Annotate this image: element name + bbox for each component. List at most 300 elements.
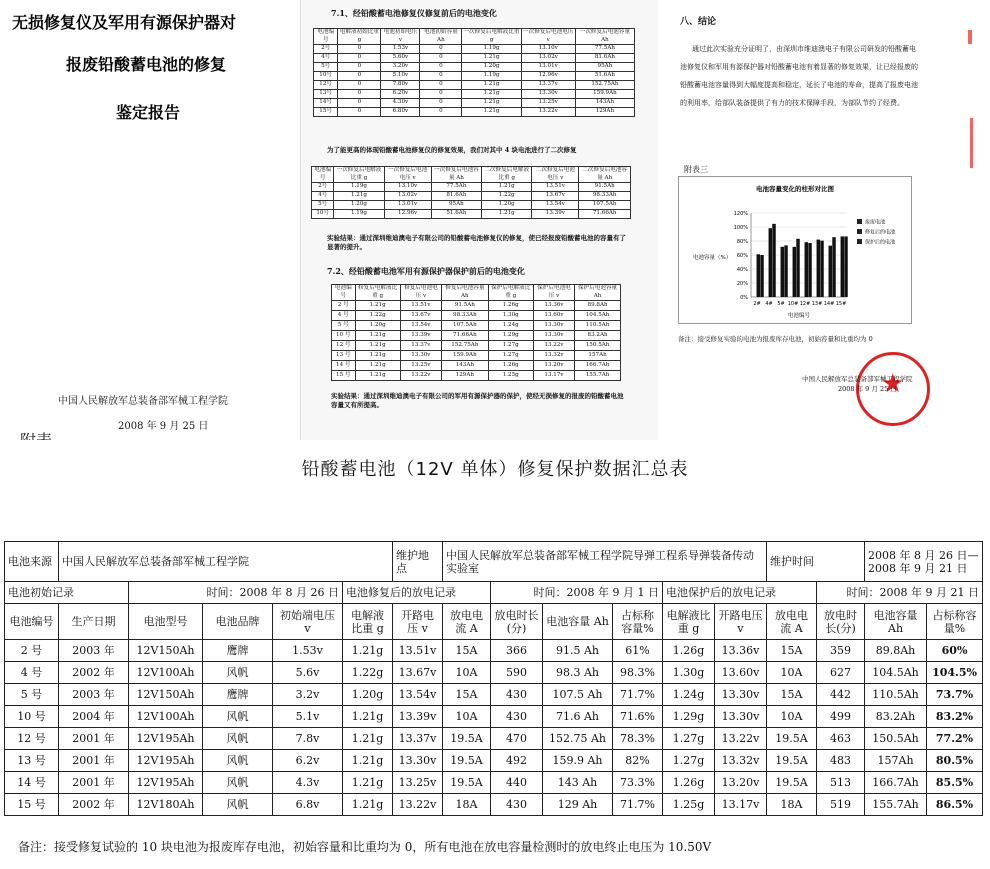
table-cell: 0 xyxy=(420,81,462,90)
table-cell: 1.20g xyxy=(334,201,384,210)
protect-conclusion: 实验结果：通过深圳维迪澳电子有限公司的军用有源保护器的保护，使经无损修复的报废的铅酸蓄电池容量又有所提高。 xyxy=(331,392,624,409)
y-tick-label: 100% xyxy=(733,225,748,231)
table-cell: 1.19g xyxy=(462,45,521,54)
legend-swatch xyxy=(857,219,862,224)
summary-cell: 104.5% xyxy=(927,662,983,684)
table-cell: 13.51v xyxy=(532,183,579,192)
table-row xyxy=(312,183,631,192)
x-tick-label: 13# xyxy=(811,301,823,307)
source-label: 电池来源 xyxy=(5,542,59,582)
table-header-row xyxy=(332,285,621,301)
legend-label: 保护后的电池 xyxy=(865,239,896,246)
summary-cell: 6.8v xyxy=(273,794,343,816)
capacity-chart-svg xyxy=(679,177,911,323)
section-7-2-title: 7.2、经铅酸蓄电池军用有源保护器保护前后的电池变化 xyxy=(327,266,525,276)
table-cell: 13.22v xyxy=(400,371,441,381)
summary-cell: 19.5A xyxy=(443,728,491,750)
table-cell: 13.30v xyxy=(400,351,441,361)
summary-cell: 12V100Ah xyxy=(129,706,203,728)
table-row xyxy=(332,341,621,351)
table-cell: 13号 xyxy=(314,90,338,99)
table-header-cell: 一次修复后电解液比重 g xyxy=(463,29,520,43)
summary-cell: 2001 年 xyxy=(59,750,129,772)
table-cell: 13.54v xyxy=(400,321,441,331)
table-cell: 13.17v xyxy=(533,371,574,381)
summary-cell: 10A xyxy=(443,662,491,684)
summary-cell: 98.3 Ah xyxy=(543,662,613,684)
summary-cell: 13.22v xyxy=(393,794,443,816)
table-cell: 7.80v xyxy=(381,81,420,90)
y-tick-label: 120% xyxy=(733,211,748,217)
table-header-cell: 一次修复后电池容量 Ah xyxy=(431,167,481,183)
table-cell: 6.20v xyxy=(381,90,420,99)
table-row xyxy=(312,201,631,210)
summary-cell: 157Ah xyxy=(865,750,927,772)
conclusion-paragraph: 通过此次实验充分证明了，由深圳市维迪澳电子有限公司研发的铅酸蓄电池修复仪和军用有源保护器对铅酸蓄电池有着显著的修复效果，让已经报废的铅酸蓄电池容量得到大幅度提高和稳定，延长了电池的寿命，提高了报废电池的利用率，给部队装备提供了有力的技术保障手段，为部队节约了经费。 xyxy=(680,45,918,107)
table-header-cell: 二次修复后电池容量 Ah xyxy=(579,167,631,183)
summary-cell: 98.3% xyxy=(613,662,663,684)
x-tick-label: 2# xyxy=(753,301,761,307)
table-cell: 1.53v xyxy=(381,45,420,54)
table-cell: 1.27g xyxy=(488,341,533,351)
summary-cell: 风帆 xyxy=(203,662,273,684)
summary-row xyxy=(5,750,983,772)
cover-title-line3: 鉴定报告 xyxy=(116,103,181,122)
cover-date: 2008 年 9 月 25 日 xyxy=(118,421,209,432)
summary-row xyxy=(5,728,983,750)
summary-cell: 4.3v xyxy=(273,772,343,794)
table-cell: 1.19g xyxy=(462,72,521,81)
summary-header-cell: 放电时长(分) xyxy=(817,604,865,640)
summary-cell: 13.30v xyxy=(393,750,443,772)
table-cell: 166.7Ah xyxy=(575,361,621,371)
summary-cell: 1.26g xyxy=(663,640,715,662)
table-cell: 15号 xyxy=(314,108,338,117)
table-header-cell: 电解液初始比重 g xyxy=(339,29,379,43)
summary-cell: 73.7% xyxy=(927,684,983,706)
table-cell: 110.5Ah xyxy=(575,321,621,331)
summary-cell: 18A xyxy=(767,794,817,816)
x-tick-label: 14# xyxy=(823,301,835,307)
x-axis-label: 电池编号 xyxy=(787,313,811,319)
summary-cell: 15A xyxy=(443,640,491,662)
summary-note: 备注：接受修复试验的 10 块电池为报废库存电池，初始容量和比重均为 0，所有电池在放电容量检测时的放电终止电压为 10.50V xyxy=(18,840,712,854)
table-cell: 1.26g xyxy=(488,301,533,311)
bar-保护后的电池 xyxy=(832,237,835,297)
summary-cell: 10A xyxy=(443,706,491,728)
summary-header-cell: 开路电压 v xyxy=(715,604,767,640)
table-cell: 5.10v xyxy=(381,72,420,81)
table-cell: 107.5Ah xyxy=(442,321,489,331)
table-cell: 13.39v xyxy=(532,210,579,219)
table-cell: 1.21g xyxy=(462,99,521,108)
summary-cell: 1.22g xyxy=(343,662,393,684)
legend-swatch xyxy=(857,229,862,234)
right-date: 2008 年 9 月 25 日 xyxy=(838,385,897,393)
summary-cell: 77.2% xyxy=(927,728,983,750)
summary-cell: 13.30v xyxy=(715,706,767,728)
bar-保护后的电池 xyxy=(772,224,775,297)
summary-cell: 71.7% xyxy=(613,684,663,706)
summary-cell: 483 xyxy=(817,750,865,772)
red-mark xyxy=(968,30,972,44)
table-cell: 1.26g xyxy=(488,361,533,371)
table-cell: 13.10v xyxy=(384,183,431,192)
summary-header-row xyxy=(5,604,983,640)
table-cell: 0 xyxy=(420,63,462,72)
conclusion-page xyxy=(658,0,990,440)
summary-cell: 12V195Ah xyxy=(129,728,203,750)
summary-cell: 463 xyxy=(817,728,865,750)
summary-row xyxy=(5,640,983,662)
table-cell: 0 xyxy=(338,90,381,99)
table-cell: 1.21g xyxy=(355,351,400,361)
table-cell: 81.6Ah xyxy=(431,192,481,201)
bar-修复后的电池 xyxy=(769,228,772,297)
table-header-cell: 二次修复后电池电压 v xyxy=(532,167,579,183)
x-tick-label: 10# xyxy=(787,301,799,307)
table-row xyxy=(312,192,631,201)
table-cell: 1.22g xyxy=(355,311,400,321)
summary-cell: 1.21g xyxy=(343,706,393,728)
table-cell: 91.5Ah xyxy=(442,301,489,311)
summary-cell: 13.17v xyxy=(715,794,767,816)
summary-cell: 2 号 xyxy=(5,640,59,662)
bar-保护后的电池 xyxy=(844,236,847,297)
bar-保护后的电池 xyxy=(784,245,787,297)
summary-cell: 1.30g xyxy=(663,662,715,684)
x-tick-label: 15# xyxy=(835,301,847,307)
bar-修复后的电池 xyxy=(805,242,808,297)
summary-row xyxy=(5,772,983,794)
table-cell: 13.25v xyxy=(400,361,441,371)
table-cell: 0 xyxy=(338,63,381,72)
summary-row xyxy=(5,706,983,728)
summary-cell: 143 Ah xyxy=(543,772,613,794)
table-row xyxy=(332,301,621,311)
summary-cell: 78.3% xyxy=(613,728,663,750)
table-cell: 143Ah xyxy=(575,99,634,108)
table-cell: 1.21g xyxy=(462,90,521,99)
table-cell: 98.33Ah xyxy=(579,192,631,201)
summary-header-cell: 电池型号 xyxy=(129,604,203,640)
table-cell: 150.5Ah xyxy=(575,341,621,351)
table-cell: 13.51v xyxy=(400,301,441,311)
table-cell: 83.2Ah xyxy=(575,331,621,341)
summary-cell: 13.32v xyxy=(715,750,767,772)
summary-header-cell: 放电时长(分) xyxy=(491,604,543,640)
table-row xyxy=(332,361,621,371)
table-cell: 152.75Ah xyxy=(575,81,634,90)
table-cell: 13.30v xyxy=(521,90,575,99)
table-header-cell: 一次修复后电池电压 v xyxy=(523,29,574,43)
second-repair-table xyxy=(311,166,631,219)
x-tick-label: 12# xyxy=(799,301,811,307)
table-cell: 107.5Ah xyxy=(579,201,631,210)
summary-cell: 86.5% xyxy=(927,794,983,816)
table-cell: 1.20g xyxy=(355,321,400,331)
initial-record-label: 电池初始记录 xyxy=(5,582,129,604)
summary-cell: 13.60v xyxy=(715,662,767,684)
bar-修复后的电池 xyxy=(781,247,784,297)
summary-cell: 430 xyxy=(491,706,543,728)
summary-cell: 12V150Ah xyxy=(129,684,203,706)
table-cell: 0 xyxy=(338,45,381,54)
summary-cell: 12V180Ah xyxy=(129,794,203,816)
summary-cell: 1.21g xyxy=(343,728,393,750)
summary-cell: 12V100Ah xyxy=(129,662,203,684)
summary-cell: 2001 年 xyxy=(59,772,129,794)
table-cell: 104.5Ah xyxy=(575,311,621,321)
summary-cell: 91.5 Ah xyxy=(543,640,613,662)
summary-header-cell: 生产日期 xyxy=(59,604,129,640)
legend-label: 报废电池 xyxy=(865,219,886,226)
table-cell: 2号 xyxy=(312,183,334,192)
summary-cell: 13 号 xyxy=(5,750,59,772)
table-cell: 1.21g xyxy=(355,301,400,311)
table-cell: 1.21g xyxy=(355,331,400,341)
cover-title-line2: 报废铅酸蓄电池的修复 xyxy=(66,55,227,74)
summary-table xyxy=(4,541,983,816)
bar-保护后的电池 xyxy=(760,255,763,297)
legend-label: 修复后的电池 xyxy=(865,229,896,236)
table-cell: 13.10v xyxy=(521,45,575,54)
summary-header-cell: 电解液比重 g xyxy=(663,604,715,640)
summary-header-cell: 电池容量 Ah xyxy=(543,604,613,640)
summary-row xyxy=(5,662,983,684)
summary-cell: 10A xyxy=(767,662,817,684)
table-cell: 81.6Ah xyxy=(575,54,634,63)
summary-cell: 5.1v xyxy=(273,706,343,728)
table-cell: 1.30g xyxy=(488,311,533,321)
summary-cell: 71.7% xyxy=(613,794,663,816)
cover-institution: 中国人民解放军总装备部军械工程学院 xyxy=(58,396,228,407)
table-cell: 95Ah xyxy=(575,63,634,72)
table-row xyxy=(332,331,621,341)
summary-cell: 19.5A xyxy=(443,750,491,772)
summary-cell: 6.2v xyxy=(273,750,343,772)
table-cell: 13.02v xyxy=(384,192,431,201)
table-cell: 1.29g xyxy=(488,331,533,341)
table-cell: 2号 xyxy=(314,45,338,54)
summary-cell: 10 号 xyxy=(5,706,59,728)
conclusion-heading: 八、结论 xyxy=(680,17,717,27)
table-cell: 4号 xyxy=(312,192,334,201)
summary-cell: 2003 年 xyxy=(59,640,129,662)
table-cell: 13.30v xyxy=(533,321,574,331)
table-header-cell: 电池编号 xyxy=(312,167,334,183)
summary-cell: 15 号 xyxy=(5,794,59,816)
summary-cell: 13.54v xyxy=(393,684,443,706)
summary-cell: 627 xyxy=(817,662,865,684)
table-cell: 0 xyxy=(420,99,462,108)
summary-cell: 110.5Ah xyxy=(865,684,927,706)
summary-row xyxy=(5,794,983,816)
table-cell: 1.21g xyxy=(355,361,400,371)
summary-cell: 15A xyxy=(767,684,817,706)
summary-cell: 159.9 Ah xyxy=(543,750,613,772)
summary-cell: 13.20v xyxy=(715,772,767,794)
table-cell: 10 号 xyxy=(332,331,356,341)
table-header-cell: 一次修复后电池容量 Ah xyxy=(575,29,634,45)
summary-cell: 风帆 xyxy=(203,772,273,794)
summary-cell: 470 xyxy=(491,728,543,750)
summary-cell: 4 号 xyxy=(5,662,59,684)
table-cell: 0 xyxy=(420,108,462,117)
table-row xyxy=(314,81,635,90)
bar-修复后的电池 xyxy=(817,240,820,297)
table-cell: 0 xyxy=(338,81,381,90)
time-value: 2008 年 8 月 26 日—2008 年 9 月 21 日 xyxy=(865,542,983,582)
table-cell: 1.19g xyxy=(334,210,384,219)
table-cell: 12 号 xyxy=(332,341,356,351)
summary-cell: 129 Ah xyxy=(543,794,613,816)
repair-table xyxy=(313,28,635,117)
site-label: 维护地点 xyxy=(393,542,443,582)
summary-cell: 14 号 xyxy=(5,772,59,794)
table-cell: 14号 xyxy=(314,99,338,108)
second-repair-text: 为了能更高的体现铅酸蓄电池修复仪的修复效果，我们对其中 4 块电池进行了二次修复 xyxy=(327,146,577,154)
table-cell: 13.36v xyxy=(533,301,574,311)
y-tick-label: 80% xyxy=(736,239,748,245)
summary-cell: 1.20g xyxy=(343,684,393,706)
summary-cell: 13.25v xyxy=(393,772,443,794)
summary-cell: 492 xyxy=(491,750,543,772)
summary-cell: 590 xyxy=(491,662,543,684)
table-cell: 5号 xyxy=(314,63,338,72)
table-header-cell: 一次修复后电解液比重 g xyxy=(334,167,384,183)
table-cell: 89.8Ah xyxy=(575,301,621,311)
table-row xyxy=(314,72,635,81)
table-cell: 0 xyxy=(338,54,381,63)
table-header-cell: 修复后电解液比重 g xyxy=(355,285,400,301)
summary-cell: 19.5A xyxy=(767,728,817,750)
summary-header-cell: 放电电流 A xyxy=(443,604,491,640)
table-cell: 0 xyxy=(420,72,462,81)
summary-header-cell: 电池容量 Ah xyxy=(865,604,927,640)
table-cell: 13.02v xyxy=(521,54,575,63)
table-cell: 1.21g xyxy=(482,183,532,192)
table-cell: 10号 xyxy=(314,72,338,81)
capacity-chart xyxy=(678,176,912,324)
summary-cell: 513 xyxy=(817,772,865,794)
repair-record-time: 时间：2008 年 9 月 1 日 xyxy=(491,582,663,604)
summary-cell: 1.21g xyxy=(343,772,393,794)
table-header-cell: 修复后电池容量 Ah xyxy=(442,285,489,301)
summary-cell: 430 xyxy=(491,684,543,706)
summary-cell: 61% xyxy=(613,640,663,662)
summary-header-cell: 电池品牌 xyxy=(203,604,273,640)
summary-cell: 366 xyxy=(491,640,543,662)
summary-cell: 12V195Ah xyxy=(129,772,203,794)
summary-cell: 13.36v xyxy=(715,640,767,662)
summary-cell: 2002 年 xyxy=(59,662,129,684)
table-row xyxy=(314,54,635,63)
table-row xyxy=(332,311,621,321)
table-cell: 13.22v xyxy=(533,341,574,351)
summary-cell: 5 号 xyxy=(5,684,59,706)
x-tick-label: 5# xyxy=(777,301,785,307)
table-cell: 129Ah xyxy=(575,108,634,117)
summary-header-cell: 开路电压 v xyxy=(393,604,443,640)
source-value: 中国人民解放军总装备部军械工程学院 xyxy=(59,542,393,582)
summary-header-cell: 电解液比重 g xyxy=(343,604,393,640)
table-cell: 71.66Ah xyxy=(442,331,489,341)
cover-title-line1: 无损修复仪及军用有源保护器对 xyxy=(12,13,237,32)
summary-cell: 430 xyxy=(491,794,543,816)
table-cell: 12.96v xyxy=(521,72,575,81)
summary-cell: 3.2v xyxy=(273,684,343,706)
table-cell: 0 xyxy=(338,108,381,117)
protect-record-label: 电池保护后的放电记录 xyxy=(663,582,817,604)
bar-保护后的电池 xyxy=(820,241,823,297)
summary-cell: 440 xyxy=(491,772,543,794)
table-cell: 71.66Ah xyxy=(579,210,631,219)
table-header-cell: 电池初始电压 v xyxy=(381,29,420,45)
table-header-cell: 电池编号 xyxy=(332,285,356,301)
y-tick-label: 20% xyxy=(736,281,748,287)
table-header-cell: 电池编号 xyxy=(314,29,338,45)
summary-cell: 19.5A xyxy=(767,772,817,794)
summary-cell: 80.5% xyxy=(927,750,983,772)
summary-cell: 2003 年 xyxy=(59,684,129,706)
summary-cell: 83.2Ah xyxy=(865,706,927,728)
cover-page xyxy=(0,0,300,440)
summary-cell: 83.2% xyxy=(927,706,983,728)
table-row xyxy=(332,351,621,361)
table-row xyxy=(314,90,635,99)
summary-cell: 12V195Ah xyxy=(129,750,203,772)
table-cell: 6.80v xyxy=(381,108,420,117)
table-header-cell: 保护后电池电压 v xyxy=(533,285,574,301)
legend-swatch xyxy=(857,239,862,244)
summary-cell: 71.6% xyxy=(613,706,663,728)
star-icon: ★ xyxy=(881,369,905,399)
summary-cell: 15A xyxy=(767,640,817,662)
results-page xyxy=(300,0,658,440)
summary-header-cell: 占标称容量% xyxy=(927,604,983,640)
protect-table xyxy=(331,284,621,381)
table-cell: 1.21g xyxy=(482,210,532,219)
y-tick-label: 0% xyxy=(740,295,748,301)
table-row xyxy=(314,63,635,72)
summary-cell: 15A xyxy=(443,684,491,706)
summary-cell: 2001 年 xyxy=(59,728,129,750)
table-cell: 12.96v xyxy=(384,210,431,219)
table-row xyxy=(314,99,635,108)
table-cell: 13.01v xyxy=(521,63,575,72)
bar-修复后的电池 xyxy=(829,246,832,297)
summary-cell: 1.25g xyxy=(663,794,715,816)
table-cell: 13.25v xyxy=(521,99,575,108)
summary-cell: 71.6 Ah xyxy=(543,706,613,728)
table-cell: 2 号 xyxy=(332,301,356,311)
table-cell: 98.33Ah xyxy=(442,311,489,321)
table-cell: 129Ah xyxy=(442,371,489,381)
summary-cell: 82% xyxy=(613,750,663,772)
summary-cell: 73.3% xyxy=(613,772,663,794)
summary-cell: 鹰牌 xyxy=(203,684,273,706)
y-axis-label: 电池容量（%） xyxy=(693,255,732,261)
summary-cell: 2004 年 xyxy=(59,706,129,728)
table-cell: 15 号 xyxy=(332,371,356,381)
summary-cell: 13.37v xyxy=(393,728,443,750)
table-cell: 5号 xyxy=(312,201,334,210)
protect-record-time: 时间：2008 年 9 月 21 日 xyxy=(817,582,983,604)
summary-cell: 85.5% xyxy=(927,772,983,794)
table-cell: 14 号 xyxy=(332,361,356,371)
table-cell: 77.5Ah xyxy=(575,45,634,54)
